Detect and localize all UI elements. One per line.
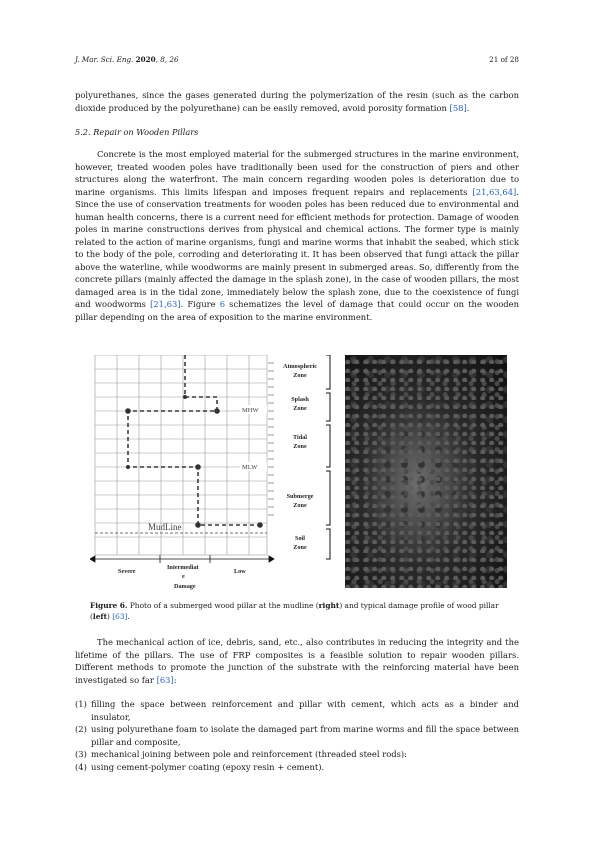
- damage-severe-label: Severe: [118, 568, 136, 575]
- figure-caption: Figure 6. Photo of a submerged wood pillar at the mudline (right) and typical damage profile of wood pillar (left) [63].: [90, 601, 499, 621]
- profile-markers: [125, 395, 263, 528]
- damage-axis: [90, 555, 274, 563]
- zone-tidal-label: Zone: [293, 443, 307, 450]
- zone-soil-label: Soil: [295, 535, 305, 542]
- pillar-texture: [268, 363, 274, 515]
- figure-6: [90, 355, 520, 595]
- paragraph-2: Concrete is the most employed material for the submerged structures in the marine environment, however, treated wooden poles have traditionally been used for the construction of piers and other structures along the waterfront. The main concern regarding wooden poles is deterioration due to marine organisms. This limits lifespan and imposes frequent repairs and replacements [21,63,64]. Since the use of conservation treatments for wooden poles has been reduced due to environmental and human health concerns, there is a current need for efficient methods for protection. Damage of wooden poles in marine constructions derives from physical and chemical actions. The former type is mainly related to the action of marine organisms, fungi and marine worms that inhabit the seabed, which stick to the body of the pole, corroding and deteriorating it. It has been observed that fungi attack the pillar above the waterline, while woodworms are mainly present in submerged areas. So, differently from the concrete pillars (mainly affected the damage in the splash zone), in the case of wooden pillars, the most damaged area is in the tidal zone, immediately below the splash zone, due to the coexistence of fungi and woodworms [21,63]. Figure 6 schematizes the level of damage that could occur on the wooden pillar depending on the area of exposition to the marine environment.: [75, 149, 519, 322]
- zone-tidal-label: Tidal: [293, 434, 307, 441]
- list-item: (2) using polyurethane foam to isolate the damaged part from marine worms and fill the space between pillar and composite,: [75, 724, 519, 747]
- citation-link[interactable]: [21,63]: [150, 299, 181, 309]
- mudline-label: MudLine: [148, 522, 182, 532]
- paragraph-3: The mechanical action of ice, debris, sand, etc., also contributes in reducing the integrity and the lifetime of the pillars. The use of FRP composites is a feasible solution to repair wooden pillars. Different methods to promote the junction of the substrate with the reinforcing material have been investigated so far [63]:: [75, 637, 519, 685]
- citation-link[interactable]: [21,63,64]: [472, 186, 517, 197]
- zone-atmospheric-label: Atmospheric: [282, 363, 318, 370]
- zone-labels: [283, 363, 317, 551]
- zone-submerge-label: Submerge: [286, 493, 314, 500]
- damage-profile-line: [128, 355, 260, 525]
- zone-splash-label: Zone: [293, 405, 307, 412]
- zone-brackets: [326, 355, 330, 559]
- damage-intermediate-label: Intermediat: [167, 564, 199, 571]
- damage-axis-title: Damage: [174, 583, 196, 590]
- list-item: (1) filling the space between reinforcement and pillar with cement, which acts as a binder and insulator,: [75, 699, 519, 722]
- submerged-pillar-photo: [345, 355, 507, 588]
- paragraph-1: polyurethanes, since the gases generated during the polymerization of the resin (such as the carbon dioxide produced by the polyurethane) can be easily removed, avoid porosity formation [58].: [75, 90, 519, 113]
- journal-citation: J. Mar. Sci. Eng. 2020, 8, 26: [75, 55, 179, 64]
- section-heading: 5.2. Repair on Wooden Pillars: [75, 127, 199, 137]
- damage-intermediate-label-end: e: [182, 573, 185, 580]
- citation-link[interactable]: [63]: [156, 674, 174, 685]
- figure-reference-link[interactable]: 6: [219, 299, 226, 309]
- zone-atmospheric-label: Zone: [293, 372, 307, 379]
- mhw-label: MHW: [242, 407, 259, 414]
- zone-soil-label: Zone: [293, 544, 307, 551]
- mlw-label: MLW: [242, 464, 258, 471]
- citation-link[interactable]: [63]: [112, 612, 128, 621]
- repair-methods-list: [75, 698, 519, 773]
- list-item: (4) using cement-polymer coating (epoxy resin + cement).: [75, 761, 325, 772]
- damage-low-label: Low: [234, 568, 246, 575]
- zone-splash-label: Splash: [291, 396, 309, 403]
- list-item: (3) mechanical joining between pole and reinforcement (threaded steel rods):: [75, 749, 407, 759]
- citation-link[interactable]: [58]: [449, 102, 467, 113]
- zone-submerge-label: Zone: [293, 502, 307, 509]
- page-number: 21 of 28: [489, 55, 519, 64]
